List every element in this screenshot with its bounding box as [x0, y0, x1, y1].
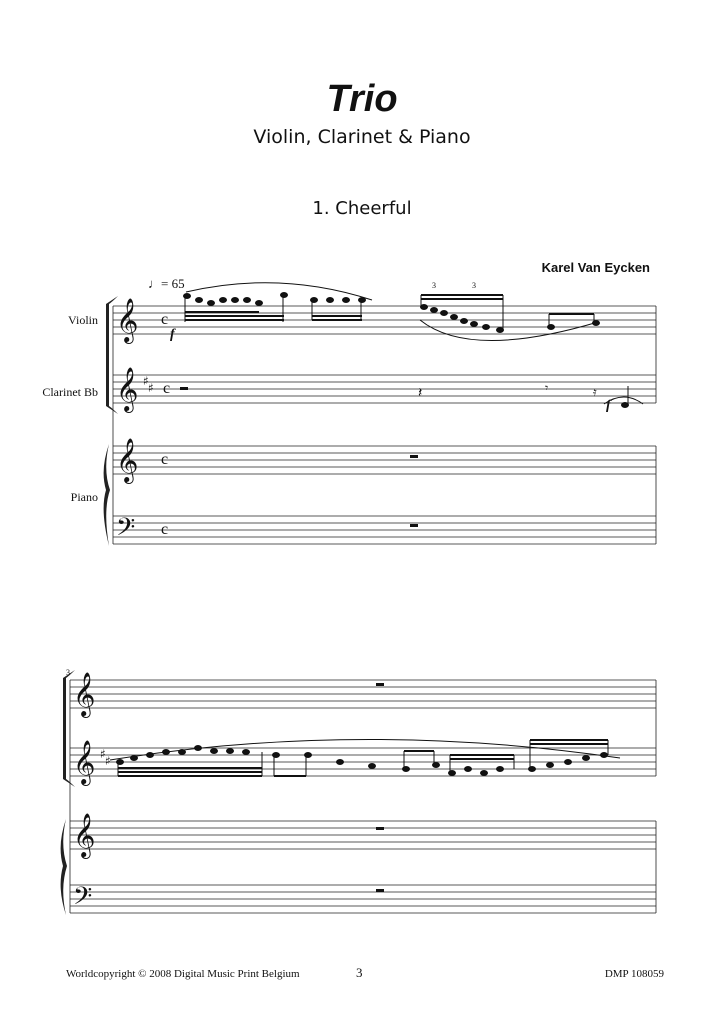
triplet-mark: 3	[472, 281, 476, 290]
copyright-notice: Worldcopyright © 2008 Digital Music Print Belgium	[66, 968, 300, 980]
key-signature-sharp: ♯	[105, 754, 111, 768]
key-signature-sharp: ♯	[148, 381, 154, 395]
treble-clef-icon: 𝄞	[73, 813, 96, 857]
movement-title: 1. Cheerful	[312, 198, 412, 219]
bass-clef-icon: 𝄢	[73, 882, 93, 917]
instrumentation-subtitle: Violin, Clarinet & Piano	[253, 126, 471, 148]
measure-number: 3	[66, 668, 70, 677]
half-rest	[180, 387, 188, 390]
violin-dynamic-forte: f	[170, 327, 175, 342]
clarinet-label: Clarinet Bb	[42, 385, 98, 399]
treble-clef-icon: 𝄞	[73, 672, 96, 716]
composer-name: Karel Van Eycken	[541, 260, 650, 275]
sixteenth-rest: 𝄿	[593, 385, 597, 399]
common-time-icon: c	[161, 451, 169, 468]
quarter-rest: 𝄽	[418, 385, 423, 401]
page-number: 3	[356, 965, 363, 980]
clarinet-note	[622, 403, 629, 408]
common-time-icon: c	[161, 521, 169, 538]
key-signature-sharp: ♯	[100, 747, 106, 761]
whole-rest	[410, 524, 418, 527]
whole-rest	[376, 683, 384, 686]
piano-label: Piano	[70, 490, 98, 504]
clarinet-dynamic-forte: f	[606, 398, 611, 413]
piece-title: Trio	[326, 78, 398, 120]
slur	[110, 739, 620, 760]
treble-clef-icon: 𝄞	[116, 367, 139, 411]
treble-clef-icon: 𝄞	[116, 438, 139, 482]
whole-rest	[410, 455, 418, 458]
piano-bass-staff-1	[113, 516, 656, 544]
piano-bass-staff-2	[70, 885, 656, 913]
triplet-mark: 3	[432, 281, 436, 290]
common-time-icon: c	[163, 380, 171, 397]
catalog-number: DMP 108059	[604, 968, 664, 980]
clarinet-notes-2	[117, 740, 609, 776]
common-time-icon: c	[161, 311, 169, 328]
whole-rest	[376, 889, 384, 892]
treble-clef-icon: 𝄞	[73, 740, 96, 784]
treble-clef-icon: 𝄞	[116, 298, 139, 342]
key-signature-sharp: ♯	[143, 374, 149, 388]
bass-clef-icon: 𝄢	[116, 513, 136, 548]
violin-notes-1	[184, 293, 600, 333]
tempo-marking: ♩= 65	[148, 276, 185, 291]
violin-staff-2	[70, 680, 656, 708]
slur	[420, 320, 598, 341]
violin-label: Violin	[68, 313, 98, 327]
whole-rest	[376, 827, 384, 830]
piano-treble-staff-1	[113, 446, 656, 474]
clarinet-staff-1	[113, 375, 656, 403]
eighth-rest: 𝄾	[545, 381, 549, 395]
piano-treble-staff-2	[70, 821, 656, 849]
